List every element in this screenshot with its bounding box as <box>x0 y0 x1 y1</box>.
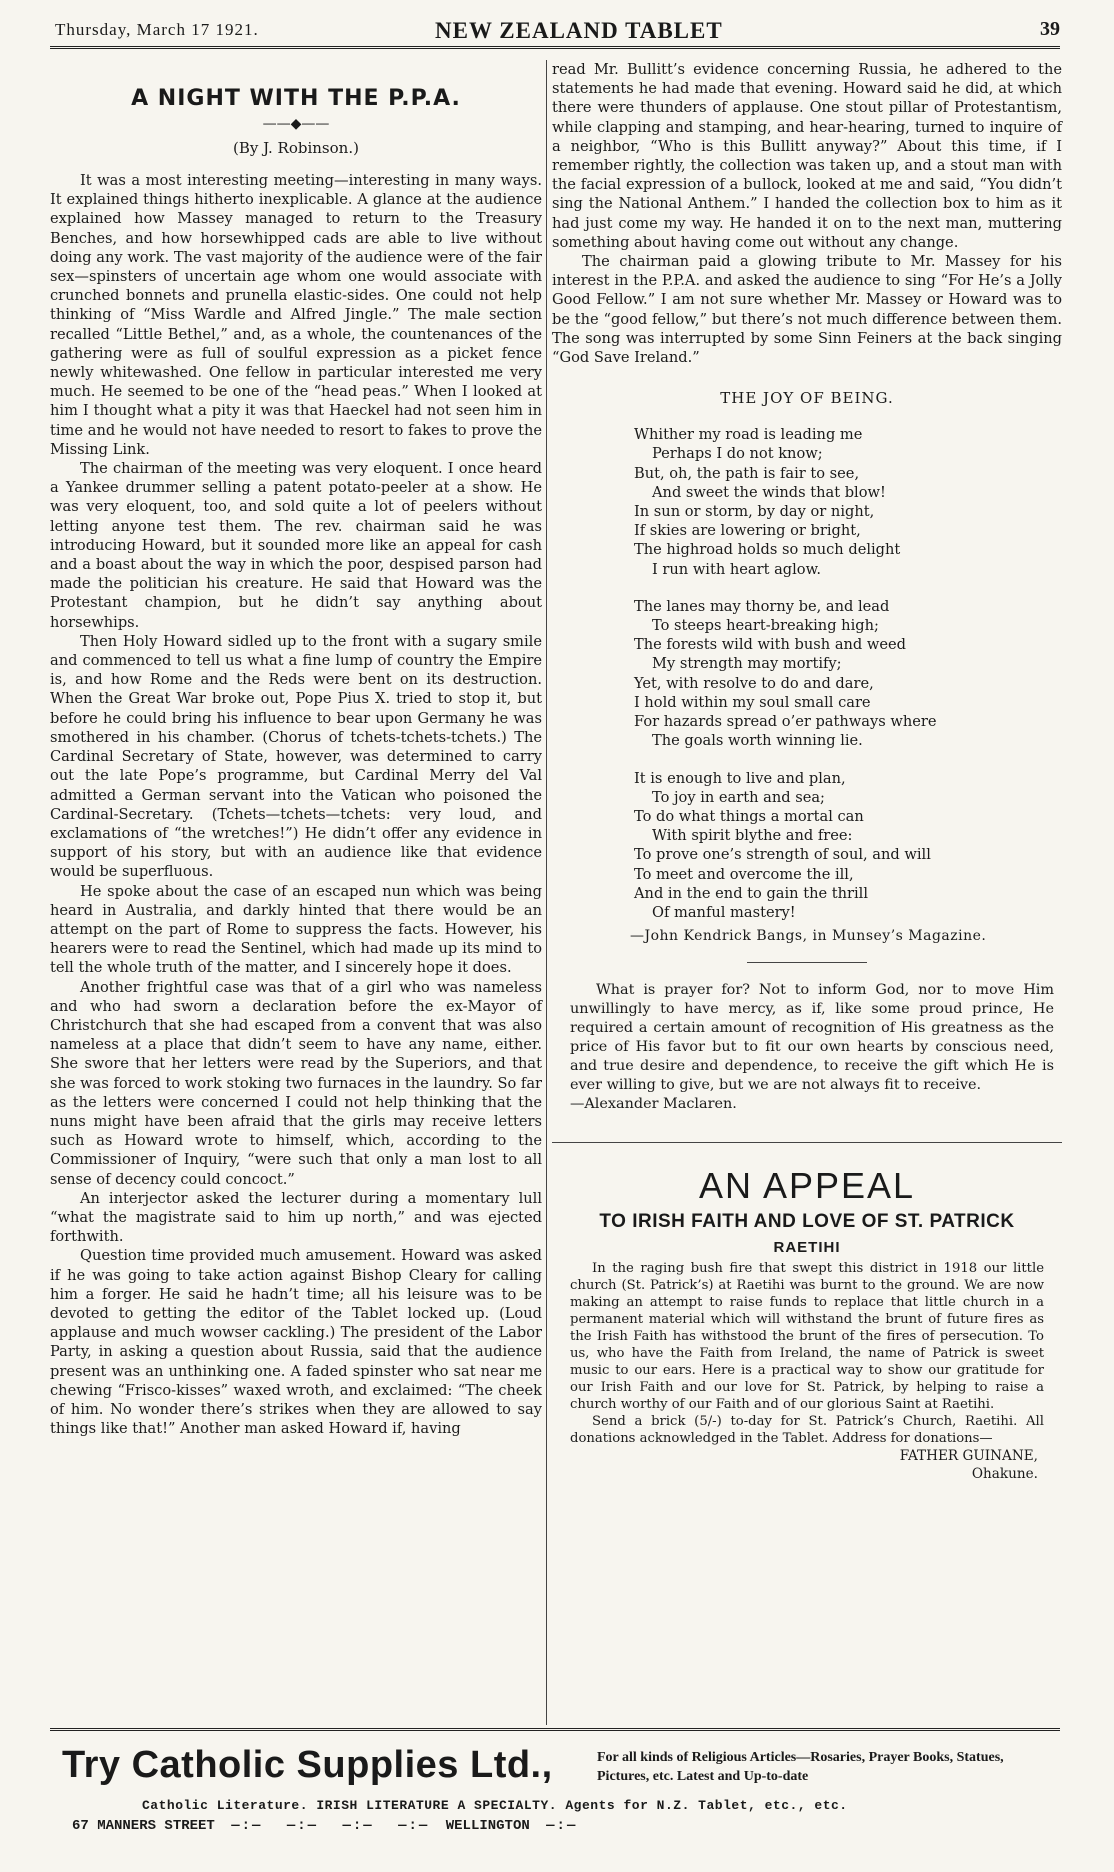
article-paragraph: An interjector asked the lecturer during a momentary lull “what the magistrate said to him up north,” and was ejected forthwith. <box>50 1189 542 1246</box>
appeal-signature: FATHER GUINANE, <box>899 1448 1038 1465</box>
poem-line: And in the end to gain the thrill <box>634 884 868 902</box>
poem-line: To meet and overcome the ill, <box>634 865 854 883</box>
ad-side-text: For all kinds of Religious Articles—Rosaries, Prayer Books, Statues, Pictures, etc. Latest and Up-to-date <box>597 1750 1004 1784</box>
appeal-paragraph: Send a brick (5/-) to-day for St. Patrick’s Church, Raetihi. All donations acknowledged in the Tablet. Address for donations— <box>570 1414 1044 1447</box>
poem-line: I hold within my soul small care <box>634 693 871 711</box>
article-paragraph: read Mr. Bullitt’s evidence concerning Russia, he adhered to the statements he had made that evening. Howard said he did, at which there were thunders of applause. One stout pillar of Protestantism, while clapping and stamping, and hear-hearing, turned to inquire of a neighbor, “Who is this Bullitt anyway?” About this time, if I remember rightly, the collection was taken up, and a stout man with the facial expression of a bullock, looked at me and said, “You didn’t sing the National Anthem.” I handed the collection box to him as it had just come my way. He handed it on to the next man, muttering something about having come out without any change. <box>552 61 1062 251</box>
issue-date: Thursday, March 17 1921. <box>55 20 259 39</box>
ad-headline: Try Catholic Supplies Ltd., <box>62 1744 553 1786</box>
poem-line: To do what things a mortal can <box>634 807 864 825</box>
left-column <box>50 60 542 1438</box>
appeal-subtitle: TO IRISH FAITH AND LOVE OF ST. PATRICK <box>599 1211 1015 1233</box>
article-paragraph: He spoke about the case of an escaped nun which was being heard in Australia, and darkly hinted that there would be an attempt on the part of Rome to suppress the facts. However, his hearers were to read the Sentinel, which had made up its mind to tell the whole truth of the matter, and I sincerely hope it does. <box>50 882 542 977</box>
poem-line: To prove one’s strength of soul, and will <box>634 846 931 864</box>
quote-text: What is prayer for? Not to inform God, nor to move Him unwillingly to have mercy, as if, like some proud prince, He required a certain amount of recognition of His greatness as the price of His favor but to fit our own hearts by conscious need, and true desire and dependence, to receive the gift which He is ever willing to give, but we are not always fit to receive. <box>570 982 1054 1094</box>
article-paragraph: It was a most interesting meeting—interesting in many ways. It explained things hitherto inexplicable. A glance at the audience explained how Massey managed to return to the Treasury Benches, and how horsewhipped cads are able to live without doing any work. The vast majority of the audience were of the fair sex—spinsters of uncertain age whom one would associate with crunched bonnets and prunella elastic-sides. One could not help thinking of “Miss Wardle and Alfred Jingle.” The male section recalled “Little Bethel,” and, as a whole, the countenances of the gathering were as full of soulful expression as a picket fence newly whitewashed. One fellow in particular interested me very much. He seemed to be one of the “head peas.” When I looked at him I thought what a pity it was that Haeckel had not seen him in time and he would not have needed to resort to fakes to prove the Missing Link. <box>50 172 542 458</box>
poem-line: The lanes may thorny be, and lead <box>634 597 890 615</box>
article-title: A NIGHT WITH THE P.P.A. <box>131 86 461 111</box>
appeal-notice <box>552 1142 1062 1483</box>
article-paragraph: Another frightful case was that of a girl who was nameless and who had sworn a declaration before the ex-Mayor of Christchurch that she had escaped from a convent that was also nameless at a place that didn’t seem to have any name, either. She swore that her letters were read by the Superiors, and that she was forced to work stoking two furnaces in the laundry. So far as the letters were concerned I could not help thinking that the nuns might have been afraid that the girls may receive letters such as Howard wrote to himself, which, according to the Commissioner of Inquiry, “were such that only a man lost to all sense of decency could concoct.” <box>50 978 542 1188</box>
poem-line: Perhaps I do not know; <box>652 445 823 463</box>
poem-line: Whither my road is leading me <box>634 426 863 444</box>
poem <box>634 425 1062 922</box>
article-body <box>50 171 542 1438</box>
ad-city: WELLINGTON <box>445 1818 530 1834</box>
ad-address: 67 MANNERS STREET <box>72 1818 215 1834</box>
appeal-title: AN APPEAL <box>698 1165 916 1207</box>
poem-line: In sun or storm, by day or night, <box>634 503 875 521</box>
article-paragraph: Question time provided much amusement. Howard was asked if he was going to take action against Bishop Cleary for calling him a forger. He said he hadn’t time; all his leisure was to be devoted to getting the editor of the Tablet locked up. (Loud applause and much wowser cackling.) The president of the Labor Party, in asking a question about Russia, said that the audience present was an unthinking one. A faded spinster who sat near me chewing “Frisco-kisses” waxed wroth, and exclaimed: “The cheek of him. No wonder there’s strikes when they are allowed to say things like that!” Another man asked Howard if, having <box>50 1247 542 1438</box>
right-column <box>552 60 1062 1483</box>
poem-attribution: —John Kendrick Bangs, in Munsey’s Magazine. <box>630 928 987 945</box>
title-ornament: ——◆—— <box>262 116 330 132</box>
poem-title: THE JOY OF BEING. <box>720 389 894 408</box>
article-paragraph: The chairman of the meeting was very eloquent. I once heard a Yankee drummer selling a patent potato-peeler at a show. He was very eloquent, too, and sold quite a lot of peelers without letting anyone test them. The rev. chairman said he was introducing Howard, but it sounded more like an appeal for cash and a boast about the way in which the poor, despised parson had made the politician his creature. He said that Howard was the Protestant champion, but he didn’t say anything about horsewhips. <box>50 460 542 631</box>
poem-line: Of manful mastery! <box>652 903 796 921</box>
poem-line: To steeps heart-breaking high; <box>652 617 879 635</box>
ornament-icon: —:— <box>342 1818 374 1834</box>
poem-stanza <box>634 769 1062 923</box>
prayer-quote <box>570 981 1054 1114</box>
ad-address-line <box>72 1818 585 1834</box>
ornament-icon: —:— <box>286 1818 319 1834</box>
article-paragraph: The chairman paid a glowing tribute to Mr. Massey for his interest in the P.P.A. and asked the audience to sing “For He’s a Jolly Good Fellow.” I am not sure whether Mr. Massey or Howard was to be the “good fellow,” but there’s not much difference between them. The song was interrupted by some Sinn Feiners at the back singing “God Save Ireland.” <box>552 253 1062 367</box>
appeal-place: RAETIHI <box>773 1239 841 1257</box>
footer-rule <box>50 1728 1060 1731</box>
page-number: 39 <box>1040 18 1060 40</box>
poem-line: The goals worth winning lie. <box>652 732 863 750</box>
poem-stanza <box>634 425 1062 579</box>
poem-line: For hazards spread o’er pathways where <box>634 713 937 731</box>
poem-line: To joy in earth and sea; <box>652 788 825 806</box>
ornament-icon: —:— <box>231 1818 263 1834</box>
poem-line: It is enough to live and plan, <box>634 769 846 787</box>
section-divider <box>747 962 867 963</box>
poem-line: If skies are lowering or bright, <box>634 522 861 540</box>
ornament-icon: —:— <box>398 1818 430 1834</box>
ad-literature-line: Catholic Literature. IRISH LITERATURE A SPECIALTY. Agents for N.Z. Tablet, etc., etc. <box>142 1798 848 1813</box>
column-divider <box>546 60 547 1725</box>
poem-line: And sweet the winds that blow! <box>652 483 886 501</box>
masthead <box>55 18 1060 44</box>
poem-line: Yet, with resolve to do and dare, <box>634 674 874 692</box>
poem-line: I run with heart aglow. <box>652 560 821 578</box>
ornament-icon: —:— <box>546 1818 578 1834</box>
poem-stanza <box>634 597 1062 751</box>
masthead-rule <box>50 46 1060 49</box>
article-byline: (By J. Robinson.) <box>233 139 359 157</box>
poem-line: But, oh, the path is fair to see, <box>634 464 860 482</box>
article-paragraph: Then Holy Howard sidled up to the front with a sugary smile and commenced to tell us what a fine lump of country the Empire is, and how Rome and the Reds were bent on its destruction. When the Great War broke out, Pope Pius X. tried to stop it, but before he could bring his influence to bear upon Germany he was smothered in his chamber. (Chorus of tchets-tchets-tchets.) The Cardinal Secretary of State, however, was determined to carry out the late Pope’s programme, but Cardinal Merry del Val admitted a German servant into the Vatican who poisoned the Cardinal-Secretary. (Tchets—tchets—tchets: very loud, and exclamations of “the wretches!”) He didn’t offer any evidence in support of his story, but with an audience like that evidence would be superfluous. <box>50 632 542 881</box>
appeal-body <box>570 1260 1044 1447</box>
appeal-paragraph: In the raging bush fire that swept this district in 1918 our little church (St. Patrick’s) at Raetihi was burnt to the ground. We are now making an attempt to raise funds to replace that little church in a permanent material which will withstand the brunt of future fires as the Irish Faith has withstood the brunt of the fires of persecution. To us, who have the Faith from Ireland, the name of Patrick is sweet music to our ears. Here is a practical way to show our gratitude for our Irish Faith and our love for St. Patrick, by helping to raise a church worthy of our Faith and of our glorious Saint at Raetihi. <box>570 1261 1044 1413</box>
publication-title: NEW ZEALAND TABLET <box>435 18 723 43</box>
poem-line: The forests wild with bush and weed <box>634 636 907 654</box>
poem-line: My strength may mortify; <box>652 655 842 673</box>
appeal-location: Ohakune. <box>971 1466 1038 1483</box>
footer-advertisement <box>52 1738 1057 1853</box>
poem-line: With spirit blythe and free: <box>652 827 853 845</box>
poem-line: The highroad holds so much delight <box>634 541 901 559</box>
article-continuation <box>552 60 1062 367</box>
quote-author: —Alexander Maclaren. <box>570 1096 737 1113</box>
